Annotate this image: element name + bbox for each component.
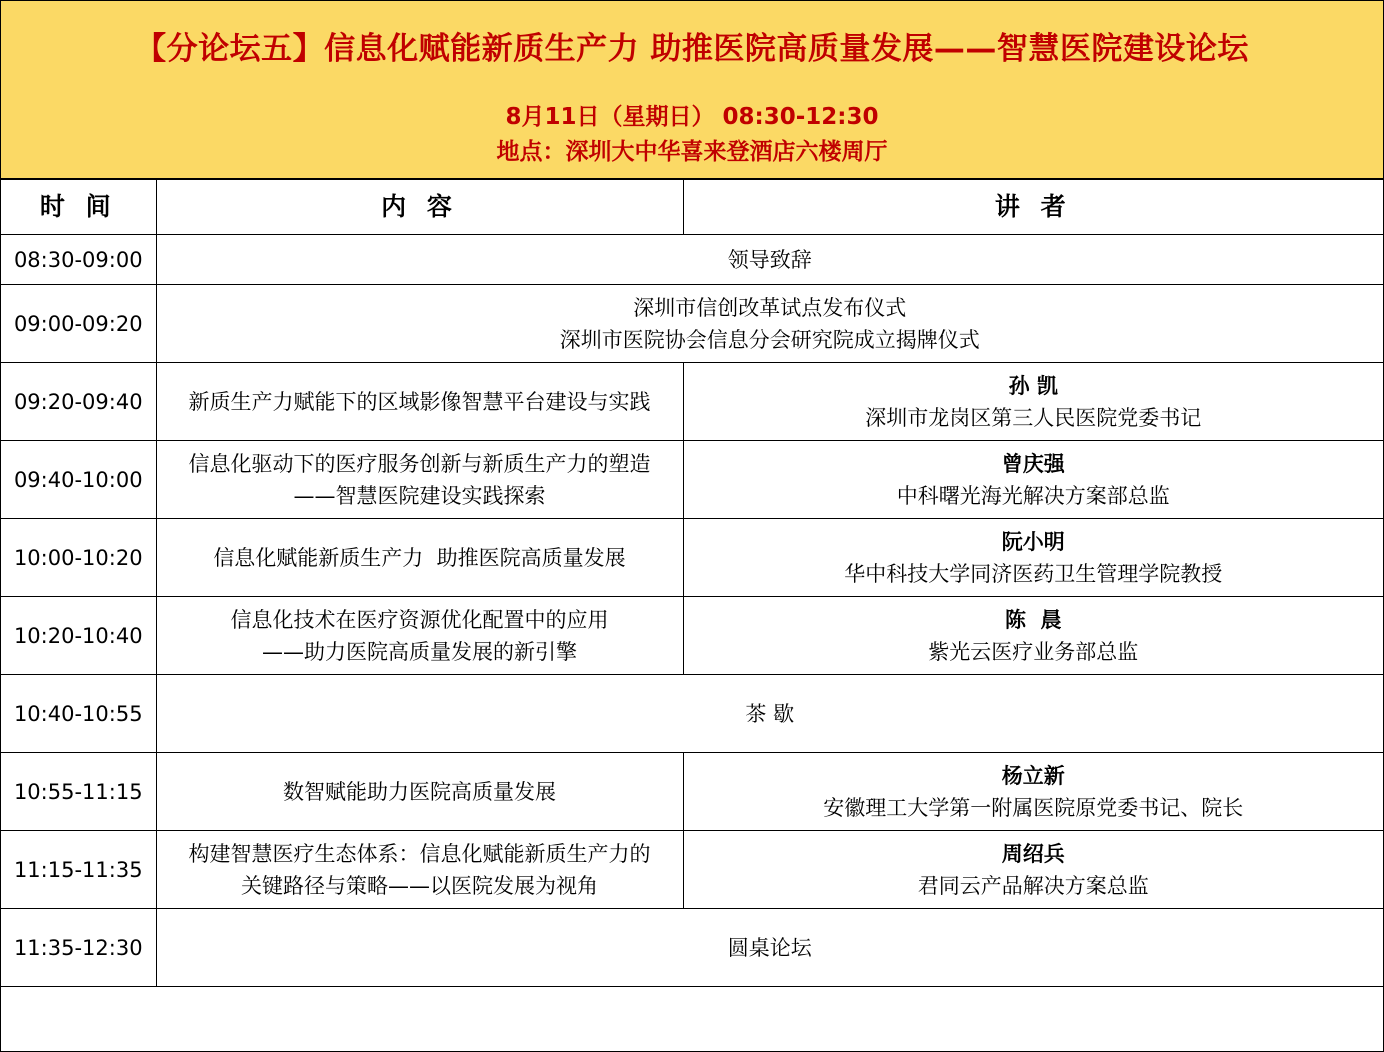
speaker-name: 阮小明 — [1001, 529, 1065, 554]
content-line: 领导致辞 — [727, 247, 812, 272]
session-content — [156, 519, 683, 597]
table-row — [1, 363, 1383, 441]
session-time: 10:00-10:20 — [1, 519, 156, 597]
header-banner — [1, 1, 1383, 179]
session-speaker — [683, 363, 1383, 441]
content-line: ——智慧医院建设实践探索 — [293, 483, 546, 508]
session-content — [156, 675, 1383, 753]
content-line: 新质生产力赋能下的区域影像智慧平台建设与实践 — [188, 389, 651, 414]
speaker-title: 中科曙光海光解决方案部总监 — [896, 483, 1170, 508]
session-speaker — [683, 831, 1383, 909]
session-time: 10:20-10:40 — [1, 597, 156, 675]
speaker-name: 陈 晨 — [1004, 607, 1062, 632]
session-time: 09:40-10:00 — [1, 441, 156, 519]
session-content — [156, 441, 683, 519]
session-content — [156, 363, 683, 441]
session-content — [156, 285, 1383, 363]
table-header-row — [1, 180, 1383, 235]
table-row — [1, 441, 1383, 519]
session-speaker — [683, 753, 1383, 831]
table-row — [1, 831, 1383, 909]
content-line: 圆桌论坛 — [727, 935, 812, 960]
session-content — [156, 831, 683, 909]
speaker-title: 深圳市龙岗区第三人民医院党委书记 — [865, 405, 1202, 430]
content-line: 信息化技术在医疗资源优化配置中的应用 — [230, 607, 609, 632]
session-content — [156, 909, 1383, 987]
speaker-name: 曾庆强 — [1001, 451, 1065, 476]
session-time: 11:35-12:30 — [1, 909, 156, 987]
table-row — [1, 597, 1383, 675]
content-line: ——助力医院高质量发展的新引擎 — [262, 639, 577, 664]
table-row — [1, 285, 1383, 363]
speaker-name: 杨立新 — [1001, 763, 1065, 788]
session-time: 09:20-09:40 — [1, 363, 156, 441]
session-time: 10:40-10:55 — [1, 675, 156, 753]
session-speaker — [683, 597, 1383, 675]
session-time: 11:15-11:35 — [1, 831, 156, 909]
session-content — [156, 753, 683, 831]
session-time: 10:55-11:15 — [1, 753, 156, 831]
content-line: 数智赋能助力医院高质量发展 — [283, 779, 556, 804]
table-row — [1, 235, 1383, 285]
table-row — [1, 675, 1383, 753]
content-line: 信息化驱动下的医疗服务创新与新质生产力的塑造 — [188, 451, 651, 476]
forum-date: 8月11日（星期日） 08:30-12:30 — [505, 104, 879, 130]
speaker-name: 周绍兵 — [1001, 841, 1065, 866]
column-header-content: 内 容 — [156, 180, 683, 235]
table-row — [1, 753, 1383, 831]
content-line: 构建智慧医疗生态体系：信息化赋能新质生产力的 — [188, 841, 651, 866]
speaker-title: 安徽理工大学第一附属医院原党委书记、院长 — [823, 795, 1244, 820]
content-line: 关键路径与策略——以医院发展为视角 — [241, 873, 598, 898]
table-row — [1, 909, 1383, 987]
speaker-name: 孙 凯 — [1008, 373, 1058, 398]
content-line: 深圳市信创改革试点发布仪式 — [633, 295, 907, 320]
content-line: 茶 歇 — [745, 701, 795, 726]
speaker-title: 华中科技大学同济医药卫生管理学院教授 — [844, 561, 1223, 586]
content-line: 信息化赋能新质生产力 助推医院高质量发展 — [213, 545, 626, 570]
forum-title: 【分论坛五】信息化赋能新质生产力 助推医院高质量发展——智慧医院建设论坛 — [135, 31, 1249, 67]
column-header-speaker: 讲 者 — [683, 180, 1383, 235]
session-speaker — [683, 519, 1383, 597]
speaker-title: 紫光云医疗业务部总监 — [928, 639, 1139, 664]
session-time: 09:00-09:20 — [1, 285, 156, 363]
session-speaker — [683, 441, 1383, 519]
table-row — [1, 519, 1383, 597]
forum-venue: 地点：深圳大中华喜来登酒店六楼周厅 — [496, 139, 888, 165]
column-header-time: 时 间 — [1, 180, 156, 235]
session-content — [156, 235, 1383, 285]
speaker-title: 君同云产品解决方案总监 — [917, 873, 1149, 898]
session-content — [156, 597, 683, 675]
content-line: 深圳市医院协会信息分会研究院成立揭牌仪式 — [559, 327, 980, 352]
session-time: 08:30-09:00 — [1, 235, 156, 285]
agenda-table — [1, 179, 1383, 987]
